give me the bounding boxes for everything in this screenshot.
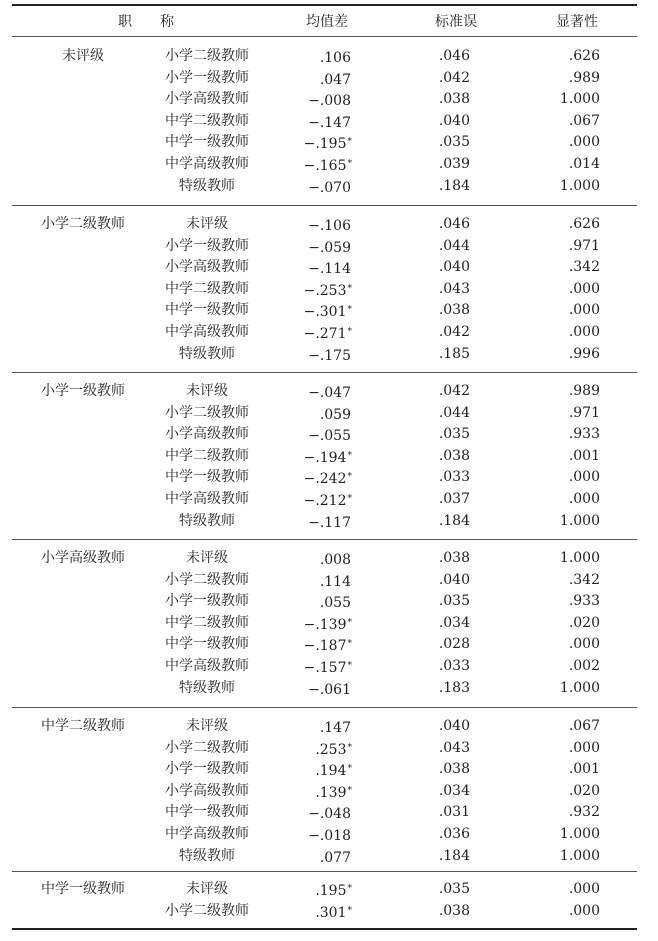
mean-diff-value: .047 xyxy=(319,71,351,88)
mean-diff-value: −.271 xyxy=(303,326,347,342)
comparison-title: 特级教师 xyxy=(179,847,235,864)
mean-diff-cell xyxy=(290,215,352,235)
mean-diff-value: .114 xyxy=(319,573,351,590)
mean-diff-value: .059 xyxy=(319,406,351,423)
mean-diff-value: .253 xyxy=(315,741,347,758)
mean-diff-cell xyxy=(290,803,352,823)
mean-diff-cell xyxy=(290,155,352,175)
significance-cell: 1.000 xyxy=(559,826,600,842)
significance-star: * xyxy=(347,884,352,894)
significance-cell: .067 xyxy=(568,718,600,734)
group-separator-rule xyxy=(12,372,637,373)
header-title-char2: 称 xyxy=(160,14,174,30)
mean-diff-value: −.157 xyxy=(303,660,347,676)
std-err-cell: .038 xyxy=(438,91,470,108)
mean-diff-value: −.059 xyxy=(308,239,351,256)
std-err-cell: .184 xyxy=(438,847,470,864)
header-std-err: 标准误 xyxy=(435,14,477,30)
mean-diff-cell xyxy=(290,447,352,467)
significance-cell: 1.000 xyxy=(559,177,600,194)
mean-diff-value: −.301 xyxy=(303,304,347,321)
comparison-title: 中学二级教师 xyxy=(165,447,249,464)
mean-diff-value: −.175 xyxy=(308,347,351,364)
comparison-title: 未评级 xyxy=(186,718,228,734)
mean-diff-cell xyxy=(290,614,352,634)
significance-cell: .020 xyxy=(568,782,600,799)
significance-cell: .000 xyxy=(568,739,600,756)
mean-diff-cell xyxy=(290,90,352,110)
significance-star: * xyxy=(347,494,352,504)
significance-cell: .000 xyxy=(568,902,600,919)
group-separator-rule xyxy=(12,539,637,540)
std-err-cell: .185 xyxy=(438,345,470,362)
comparison-title: 小学一级教师 xyxy=(165,761,249,778)
mean-diff-value: .008 xyxy=(319,552,351,568)
significance-cell: .000 xyxy=(568,491,600,507)
significance-star: * xyxy=(347,639,352,650)
mean-diff-value: −.047 xyxy=(308,385,351,401)
mean-diff-value: −.114 xyxy=(308,261,351,278)
significance-cell: .932 xyxy=(568,804,600,821)
comparison-title: 小学二级教师 xyxy=(165,48,249,64)
mean-diff-value: −.106 xyxy=(308,218,351,234)
std-err-cell: .038 xyxy=(438,761,470,778)
significance-cell: .067 xyxy=(568,112,600,129)
significance-cell: .000 xyxy=(568,280,600,297)
mean-diff-cell xyxy=(290,345,352,365)
std-err-cell: .033 xyxy=(438,469,470,486)
mean-diff-value: −.117 xyxy=(308,514,351,531)
mean-diff-cell xyxy=(290,760,352,780)
mean-diff-cell xyxy=(290,657,352,677)
mean-diff-cell xyxy=(290,825,352,845)
std-err-cell: .042 xyxy=(438,383,470,399)
group-title: 中学一级教师 xyxy=(41,881,125,897)
significance-cell: .000 xyxy=(568,302,600,319)
comparison-title: 中学二级教师 xyxy=(165,614,249,631)
std-err-cell: .042 xyxy=(438,69,470,86)
std-err-cell: .046 xyxy=(438,216,470,232)
mean-diff-value: −.195 xyxy=(303,136,347,153)
significance-star: * xyxy=(347,472,352,483)
std-err-cell: .034 xyxy=(438,782,470,799)
significance-star: * xyxy=(347,617,352,628)
std-err-cell: .035 xyxy=(438,881,470,897)
std-err-cell: .043 xyxy=(438,280,470,297)
comparison-title: 中学高级教师 xyxy=(165,156,249,172)
mean-diff-value: −.048 xyxy=(308,806,351,823)
group-title: 小学二级教师 xyxy=(41,216,125,232)
significance-cell: .342 xyxy=(568,259,600,276)
std-err-cell: .044 xyxy=(438,237,470,254)
header-significance: 显著性 xyxy=(556,14,598,30)
mean-diff-cell xyxy=(290,237,352,257)
significance-cell: .626 xyxy=(568,216,600,232)
significance-star: * xyxy=(347,450,352,461)
significance-star: * xyxy=(347,661,352,671)
significance-cell: .996 xyxy=(568,345,600,362)
header-title-char1: 职 xyxy=(118,14,132,30)
significance-cell: .971 xyxy=(568,404,600,421)
mean-diff-value: −.139 xyxy=(303,616,347,633)
std-err-cell: .038 xyxy=(438,902,470,919)
std-err-cell: .040 xyxy=(438,571,470,588)
mean-diff-value: −.194 xyxy=(303,449,347,466)
mean-diff-cell xyxy=(290,717,352,737)
comparison-title: 中学二级教师 xyxy=(165,280,249,297)
mean-diff-cell xyxy=(290,280,352,300)
mean-diff-cell xyxy=(290,468,352,488)
significance-cell: 1.000 xyxy=(559,847,600,864)
std-err-cell: .040 xyxy=(438,718,470,734)
mean-diff-value: .195 xyxy=(315,883,347,899)
significance-cell: .626 xyxy=(568,48,600,64)
mean-diff-cell xyxy=(290,512,352,532)
comparison-title: 中学一级教师 xyxy=(165,469,249,486)
mean-diff-cell xyxy=(290,133,352,153)
mean-diff-cell xyxy=(290,425,352,445)
std-err-cell: .042 xyxy=(438,324,470,340)
significance-cell: .014 xyxy=(568,156,600,172)
mean-diff-cell xyxy=(290,782,352,802)
mean-diff-cell xyxy=(290,258,352,278)
significance-cell: .000 xyxy=(568,469,600,486)
std-err-cell: .184 xyxy=(438,512,470,529)
mean-diff-value: .106 xyxy=(319,50,351,66)
significance-cell: .000 xyxy=(568,324,600,340)
group-separator-rule xyxy=(12,871,637,872)
comparison-title: 小学一级教师 xyxy=(165,237,249,254)
significance-cell: 1.000 xyxy=(559,91,600,108)
std-err-cell: .034 xyxy=(438,614,470,631)
std-err-cell: .036 xyxy=(438,826,470,842)
significance-cell: 1.000 xyxy=(559,679,600,696)
significance-cell: .971 xyxy=(568,237,600,254)
mean-diff-cell xyxy=(290,739,352,759)
comparison-title: 特级教师 xyxy=(179,177,235,194)
significance-cell: .989 xyxy=(568,383,600,399)
group-separator-rule xyxy=(12,707,637,708)
mean-diff-value: .055 xyxy=(319,595,351,612)
header-rule xyxy=(12,36,637,37)
comparison-title: 特级教师 xyxy=(179,679,235,696)
significance-star: * xyxy=(347,327,352,337)
comparison-title: 未评级 xyxy=(186,550,228,566)
significance-cell: .001 xyxy=(568,761,600,778)
mean-diff-value: −.147 xyxy=(308,114,351,131)
significance-cell: .933 xyxy=(568,426,600,443)
comparison-title: 中学高级教师 xyxy=(165,658,249,674)
mean-diff-cell xyxy=(290,69,352,89)
comparison-title: 中学高级教师 xyxy=(165,324,249,340)
significance-star: * xyxy=(347,785,352,796)
std-err-cell: .033 xyxy=(438,658,470,674)
significance-cell: .342 xyxy=(568,571,600,588)
comparison-title: 未评级 xyxy=(186,216,228,232)
std-err-cell: .038 xyxy=(438,447,470,464)
mean-diff-value: −.212 xyxy=(303,493,347,509)
mean-diff-cell xyxy=(290,490,352,510)
mean-diff-cell xyxy=(290,323,352,343)
mean-diff-cell xyxy=(290,847,352,867)
comparison-title: 小学高级教师 xyxy=(165,259,249,276)
std-err-cell: .035 xyxy=(438,593,470,610)
significance-star: * xyxy=(347,159,352,169)
bottom-rule xyxy=(12,928,637,930)
significance-cell: .002 xyxy=(568,658,600,674)
comparison-title: 特级教师 xyxy=(179,512,235,529)
significance-cell: 1.000 xyxy=(559,512,600,529)
mean-diff-value: −.253 xyxy=(303,282,347,299)
header-mean-diff: 均值差 xyxy=(306,14,348,30)
significance-cell: .020 xyxy=(568,614,600,631)
significance-cell: .989 xyxy=(568,69,600,86)
significance-star: * xyxy=(347,905,352,916)
mean-diff-cell xyxy=(290,112,352,132)
comparison-title: 中学一级教师 xyxy=(165,302,249,319)
std-err-cell: .031 xyxy=(438,804,470,821)
std-err-cell: .043 xyxy=(438,739,470,756)
mean-diff-cell xyxy=(290,549,352,569)
comparison-title: 小学二级教师 xyxy=(165,404,249,421)
significance-cell: .000 xyxy=(568,636,600,653)
std-err-cell: .028 xyxy=(438,636,470,653)
mean-diff-cell xyxy=(290,382,352,402)
significance-star: * xyxy=(347,742,352,753)
mean-diff-cell xyxy=(290,679,352,699)
mean-diff-value: −.008 xyxy=(308,93,351,110)
mean-diff-value: −.055 xyxy=(308,428,351,445)
comparison-title: 小学二级教师 xyxy=(165,902,249,919)
comparison-title: 中学高级教师 xyxy=(165,491,249,507)
std-err-cell: .040 xyxy=(438,259,470,276)
group-title: 小学一级教师 xyxy=(41,383,125,399)
comparison-title: 小学高级教师 xyxy=(165,91,249,108)
std-err-cell: .035 xyxy=(438,134,470,151)
mean-diff-cell xyxy=(290,635,352,655)
comparison-title: 小学一级教师 xyxy=(165,593,249,610)
significance-star: * xyxy=(347,137,352,148)
mean-diff-cell xyxy=(290,592,352,612)
comparison-title: 未评级 xyxy=(186,881,228,897)
mean-diff-value: .301 xyxy=(315,904,347,921)
mean-diff-cell xyxy=(290,404,352,424)
mean-diff-value: .194 xyxy=(315,763,347,780)
mean-diff-value: −.018 xyxy=(308,828,351,844)
significance-star: * xyxy=(347,283,352,294)
mean-diff-value: −.165 xyxy=(303,158,347,174)
std-err-cell: .040 xyxy=(438,112,470,129)
comparison-title: 未评级 xyxy=(186,383,228,399)
std-err-cell: .039 xyxy=(438,156,470,172)
comparison-title: 小学高级教师 xyxy=(165,426,249,443)
group-separator-rule xyxy=(12,205,637,206)
group-title: 小学高级教师 xyxy=(41,550,125,566)
mean-diff-value: .139 xyxy=(315,784,347,801)
comparison-title: 小学二级教师 xyxy=(165,571,249,588)
comparison-title: 中学二级教师 xyxy=(165,112,249,129)
comparison-title: 中学高级教师 xyxy=(165,826,249,842)
significance-cell: .000 xyxy=(568,881,600,897)
mean-diff-value: −.061 xyxy=(308,681,351,698)
comparison-title: 中学一级教师 xyxy=(165,804,249,821)
significance-star: * xyxy=(347,305,352,316)
significance-cell: .933 xyxy=(568,593,600,610)
significance-star: * xyxy=(347,764,352,775)
comparison-title: 小学高级教师 xyxy=(165,782,249,799)
mean-diff-cell xyxy=(290,301,352,321)
significance-cell: .001 xyxy=(568,447,600,464)
mean-diff-cell xyxy=(290,571,352,591)
std-err-cell: .184 xyxy=(438,177,470,194)
comparison-title: 中学一级教师 xyxy=(165,636,249,653)
mean-diff-cell xyxy=(290,902,352,922)
std-err-cell: .038 xyxy=(438,302,470,319)
mean-diff-cell xyxy=(290,177,352,197)
std-err-cell: .046 xyxy=(438,48,470,64)
mean-diff-cell xyxy=(290,880,352,900)
std-err-cell: .035 xyxy=(438,426,470,443)
std-err-cell: .037 xyxy=(438,491,470,507)
mean-diff-value: −.187 xyxy=(303,638,347,655)
comparison-title: 小学一级教师 xyxy=(165,69,249,86)
std-err-cell: .038 xyxy=(438,550,470,566)
comparison-title: 小学二级教师 xyxy=(165,739,249,756)
mean-diff-cell xyxy=(290,47,352,67)
top-rule xyxy=(12,4,637,6)
std-err-cell: .183 xyxy=(438,679,470,696)
std-err-cell: .044 xyxy=(438,404,470,421)
comparison-title: 特级教师 xyxy=(179,345,235,362)
mean-diff-value: −.070 xyxy=(308,179,351,196)
group-title: 未评级 xyxy=(62,48,104,64)
mean-diff-value: .077 xyxy=(319,849,351,866)
significance-cell: .000 xyxy=(568,134,600,151)
group-title: 中学二级教师 xyxy=(41,718,125,734)
mean-diff-value: −.242 xyxy=(303,471,347,488)
mean-diff-value: .147 xyxy=(319,720,351,736)
comparison-title: 中学一级教师 xyxy=(165,134,249,151)
significance-cell: 1.000 xyxy=(559,550,600,566)
